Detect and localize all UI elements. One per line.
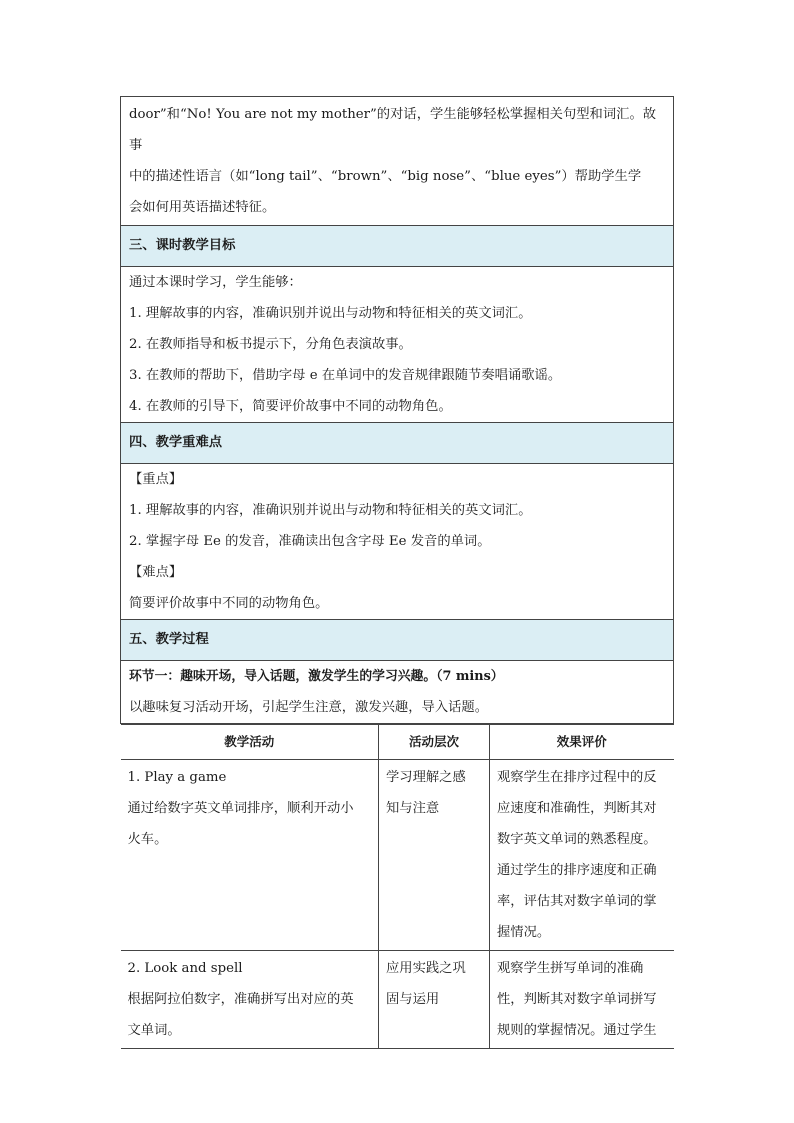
level-line: 学习理解之感	[386, 770, 466, 785]
activity-table-cell	[121, 724, 674, 1050]
level-cell	[379, 951, 490, 1049]
activity-line: 火车。	[127, 832, 168, 847]
key-point-line: 【难点】	[129, 565, 183, 580]
key-points-cell	[121, 464, 674, 620]
section-heading-key-points: 四、教学重难点	[121, 423, 674, 464]
stage-description: 以趣味复习活动开场，引起学生注意，激发兴趣，导入话题。	[129, 700, 489, 715]
stage-title: 环节一：趣味开场，导入话题，激发学生的学习兴趣。（7 mins）	[129, 669, 504, 684]
level-line: 固与运用	[386, 992, 440, 1007]
evaluation-line: 数字英文单词的熟悉程度。	[497, 832, 657, 847]
objective-line: 3. 在教师的帮助下，借助字母 e 在单词中的发音规律跟随节奏唱诵歌谣。	[129, 368, 562, 383]
activity-line: 通过给数字英文单词排序，顺利开动小	[127, 801, 354, 816]
evaluation-cell	[490, 760, 674, 951]
evaluation-line: 规则的掌握情况。通过学生	[497, 1023, 657, 1038]
lesson-plan-table	[120, 96, 674, 1049]
intro-line: door”和“No! You are not my mother”的对话，学生能够轻松掌握相关句型和词汇。故事	[129, 107, 657, 153]
level-line: 应用实践之巩	[386, 961, 466, 976]
table-row	[121, 951, 674, 1049]
table-row	[121, 760, 674, 951]
objective-line: 通过本课时学习，学生能够：	[129, 275, 302, 290]
evaluation-cell	[490, 951, 674, 1049]
activity-line: 1. Play a game	[127, 770, 227, 785]
intro-line: 会如何用英语描述特征。	[129, 200, 276, 215]
stage-intro-cell	[121, 661, 674, 724]
activity-cell	[121, 951, 379, 1049]
column-header-level: 活动层次	[379, 725, 490, 760]
textbook-analysis-cell	[121, 97, 674, 226]
evaluation-line: 率，评估其对数字单词的掌	[497, 894, 657, 909]
evaluation-line: 性，判断其对数字单词拼写	[497, 992, 657, 1007]
activity-table	[121, 724, 674, 1049]
key-point-line: 【重点】	[129, 472, 183, 487]
key-point-line: 2. 掌握字母 Ee 的发音，准确读出包含字母 Ee 发音的单词。	[129, 534, 491, 549]
evaluation-line: 观察学生拼写单词的准确	[497, 961, 644, 976]
evaluation-line: 通过学生的排序速度和正确	[497, 863, 657, 878]
column-header-evaluation: 效果评价	[490, 725, 674, 760]
section-heading-process: 五、教学过程	[121, 620, 674, 661]
objective-line: 2. 在教师指导和板书提示下，分角色表演故事。	[129, 337, 412, 352]
activity-line: 文单词。	[127, 1023, 181, 1038]
section-heading-objectives: 三、课时教学目标	[121, 226, 674, 267]
key-point-line: 简要评价故事中不同的动物角色。	[129, 596, 329, 611]
objective-line: 1. 理解故事的内容，准确识别并说出与动物和特征相关的英文词汇。	[129, 306, 532, 321]
level-line: 知与注意	[386, 801, 440, 816]
evaluation-line: 观察学生在排序过程中的反	[497, 770, 657, 785]
key-point-line: 1. 理解故事的内容，准确识别并说出与动物和特征相关的英文词汇。	[129, 503, 532, 518]
activity-table-header	[121, 725, 674, 760]
level-cell	[379, 760, 490, 951]
objectives-cell	[121, 267, 674, 423]
objective-line: 4. 在教师的引导下，简要评价故事中不同的动物角色。	[129, 399, 452, 414]
column-header-activity: 教学活动	[121, 725, 379, 760]
activity-cell	[121, 760, 379, 951]
activity-line: 2. Look and spell	[127, 961, 243, 976]
evaluation-line: 握情况。	[497, 925, 551, 940]
activity-line: 根据阿拉伯数字，准确拼写出对应的英	[127, 992, 354, 1007]
intro-line: 中的描述性语言（如“long tail”、“brown”、“big nose”、“blue eyes”）帮助学生学	[129, 169, 642, 184]
evaluation-line: 应速度和准确性，判断其对	[497, 801, 657, 816]
